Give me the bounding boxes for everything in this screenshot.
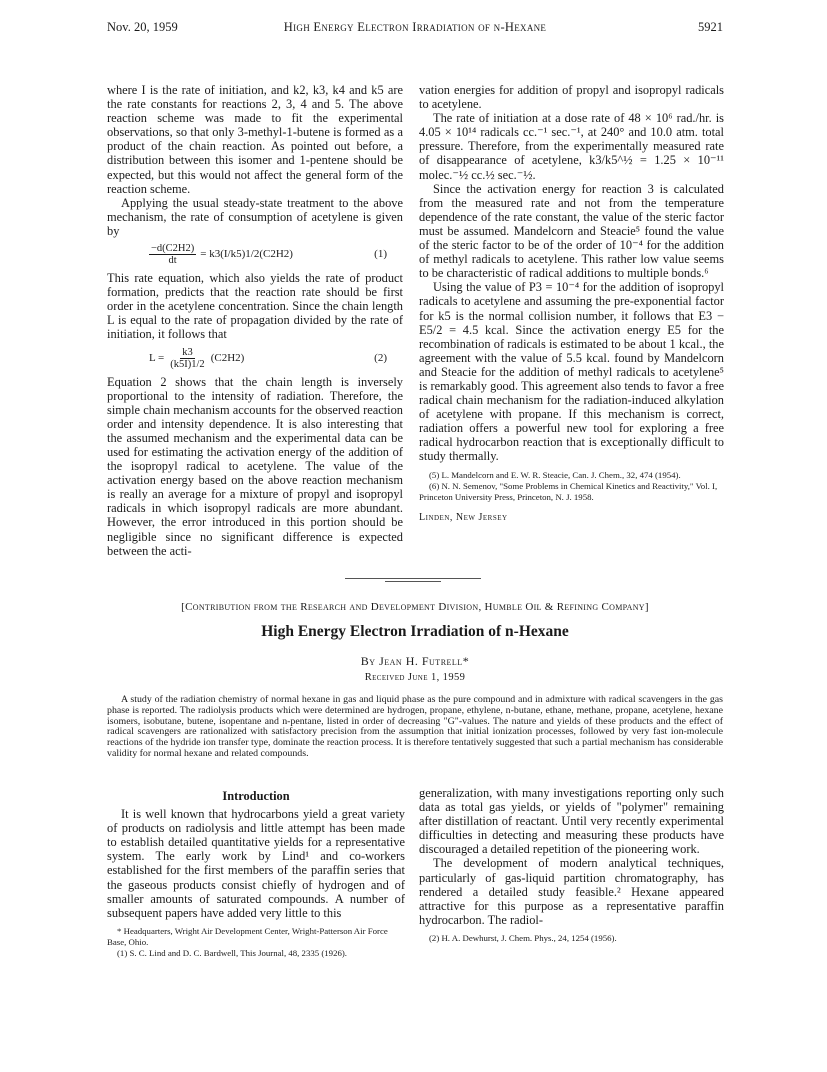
footnote: (6) N. N. Semenov, "Some Problems in Chemical Kinetics and Reactivity," Vol. I, Princeton University Press, Princeton, N. J. 1958.: [419, 480, 718, 502]
location: Linden, New Jersey: [419, 511, 508, 523]
equation-rhs: = k3(I/k5)1/2(C2H2): [200, 248, 293, 261]
equation-1: [107, 243, 403, 266]
paragraph: It is well known that hydrocarbons yield a great variety of products on radiolysis and little attempt has been made to establish detailed quantitative yields for a representative system. The early work by Lind¹ and co-workers established for the first members of the paraffin series that the gaseous products consist chiefly of hydrogen and of smaller amounts of saturated compounds. A number of subsequent papers have added very little to this: [107, 807, 405, 920]
paragraph: Equation 2 shows that the chain length is inversely proportional to the intensity of radiation. Therefore, the simple chain mechanism accounts for the observed reaction order and intensity dependence. It is also interesting that the assumed mechanism and the experimental data can be used for estimating the activation energy of the addition of the isopropyl radical to acetylene. The value of the activation energy based on the above reaction mechanism is really an average for a mixture of propyl and isopropyl radicals in which isopropyl radicals are more abundant. However, the error introduced in this portion should be negligible since no significant difference is expected between the acti-: [107, 374, 403, 558]
bottom-right-column: [419, 786, 724, 944]
paragraph: The development of modern analytical techniques, particularly of gas-liquid partition chromatography, has rendered a detailed study feasible.² Hexane appeared attractive for this purpose as a representative paraffin hydrocarbon. The radiol-: [419, 856, 724, 927]
equation-number: (1): [374, 248, 387, 261]
equation-lhs: L =: [149, 351, 165, 364]
equation-rhs: (C2H2): [210, 351, 245, 364]
paragraph: Applying the usual steady-state treatment to the above mechanism, the rate of consumption of acetylene is given by: [107, 195, 403, 238]
footnotes: [419, 933, 724, 944]
equation-denominator: (k5I)1/2: [170, 358, 205, 370]
equation-fraction: [168, 347, 206, 370]
footnotes: [107, 926, 405, 959]
equation-denominator: dt: [168, 255, 177, 267]
section-divider: [345, 578, 481, 579]
equation-2: [107, 347, 403, 370]
paragraph: vation energies for addition of propyl and isopropyl radicals to acetylene.: [419, 83, 724, 112]
top-left-column: [107, 83, 403, 558]
equation-fraction: [149, 243, 196, 266]
paragraph: where I is the rate of initiation, and k2, k3, k4 and k5 are the rate constants for reactions 2, 3, 4 and 5. The above reaction scheme was made to fit the experimental observations, so that only 3-methyl-1-butene is formed as a product of the chain reaction. As pointed out before, a distribution between this isomer and 1-pentene should be expected, but this would not affect the general form of the reaction scheme.: [107, 83, 403, 196]
contribution-line: [Contribution from the Research and Development Division, Humble Oil & Refining Company]: [181, 601, 649, 613]
page-number: 5921: [698, 20, 723, 34]
article-title: High Energy Electron Irradiation of n-Hexane: [261, 623, 569, 640]
paragraph: Since the activation energy for reaction 3 is calculated from the measured rate and not from the temperature dependence of the rate constant, the value of the steric factor must be assumed. Mandelcorn and Steacie⁵ found the value of the steric factor to be of the order of 10⁻⁴ for the addition of methyl radicals to acetylene. This rather low value seems to be characteristic of radical additions to multiple bonds.⁶: [419, 181, 724, 281]
issue-date: Nov. 20, 1959: [107, 20, 178, 34]
running-title: High Energy Electron Irradiation of n-Hexane: [283, 20, 547, 34]
abstract: A study of the radiation chemistry of normal hexane in gas and liquid phase as the pure compound and in admixture with radical scavengers in the gas phase is reported. The radiolysis products which were determined are hydrogen, propane, ethylene, n-butane, ethane, methane, propane, acetylene, hexane isomers, isobutane, butene, isopentane and n-pentane, listed in order of decreasing "G"-values. The nature and yields of these products and the effect of radical scavengers are rationalized with satisfactory precision from the assumption that initial ionization processes, followed by very fast ion-molecule reactions of the hydride ion transfer type, dominate the reaction process. It is therefore tentatively suggested that such a partial mechanism has considerable validity for normal hexane and related compounds.: [107, 694, 723, 759]
paragraph: Using the value of P3 = 10⁻⁴ for the addition of isopropyl radicals to acetylene and assuming the pre-exponential factor for k5 is the normal collision number, it follows that E3 − E5/2 = 4.5 kcal. Since the activation energy E5 for the recombination of radicals is estimated to be about 1 kcal., the agreement with the value of 5.5 kcal. found by Mandelcorn and Steacie for the addition of methyl radicals to acetylene⁵ is remarkably good. This agreement also tends to favor a free radical chain mechanism for the radiation-induced alkylation of acetylene with propane. If this mechanism is correct, radiation offers a powerful new tool for exploring a free radical hydrocarbon reaction that is exceptionally difficult to study thermally.: [419, 280, 724, 464]
paragraph: generalization, with many investigations reporting only such data as total gas yields, or yields of "polymer" remaining after distillation of reactant. Until very recently experimental difficulties in detecting and measuring these products have discouraged a detailed repetition of the pioneering work.: [419, 786, 724, 857]
footnote: (2) H. A. Dewhurst, J. Chem. Phys., 24, 1254 (1956).: [429, 932, 617, 943]
paragraph: This rate equation, which also yields the rate of product formation, predicts that the reaction rate should be first order in the acetylene concentration. Since the chain length L is equal to the rate of propagation divided by the rate of initiation, it follows that: [107, 271, 403, 342]
footnotes: [419, 470, 724, 503]
equation-numerator: k3: [182, 346, 193, 358]
section-heading: Introduction: [222, 789, 290, 803]
section-divider: [385, 581, 441, 582]
paragraph: The rate of initiation at a dose rate of 48 × 10⁶ rad./hr. is 4.05 × 10¹⁴ radicals cc.⁻¹ sec.⁻¹, at 240° and 10.0 atm. total pressure. Therefore, from the experimentally measured rate of disappearance of acetylene, k3/k5^½ = 1.25 × 10⁻¹¹ molec.⁻½ cc.½ sec.⁻½.: [419, 111, 724, 182]
top-right-column: [419, 83, 724, 525]
footnote: (1) S. C. Lind and D. C. Bardwell, This Journal, 48, 2335 (1926).: [117, 947, 348, 958]
equation-number: (2): [374, 351, 387, 364]
footnote: * Headquarters, Wright Air Development Center, Wright-Patterson Air Force Base, Ohio.: [107, 925, 388, 947]
equation-numerator: −d(C2H2): [151, 243, 195, 255]
footnote: (5) L. Mandelcorn and E. W. R. Steacie, Can. J. Chem., 32, 474 (1954).: [429, 469, 681, 480]
author-byline: By Jean H. Futrell*: [360, 654, 470, 668]
received-date: Received June 1, 1959: [364, 672, 466, 683]
bottom-left-column: [107, 789, 405, 959]
